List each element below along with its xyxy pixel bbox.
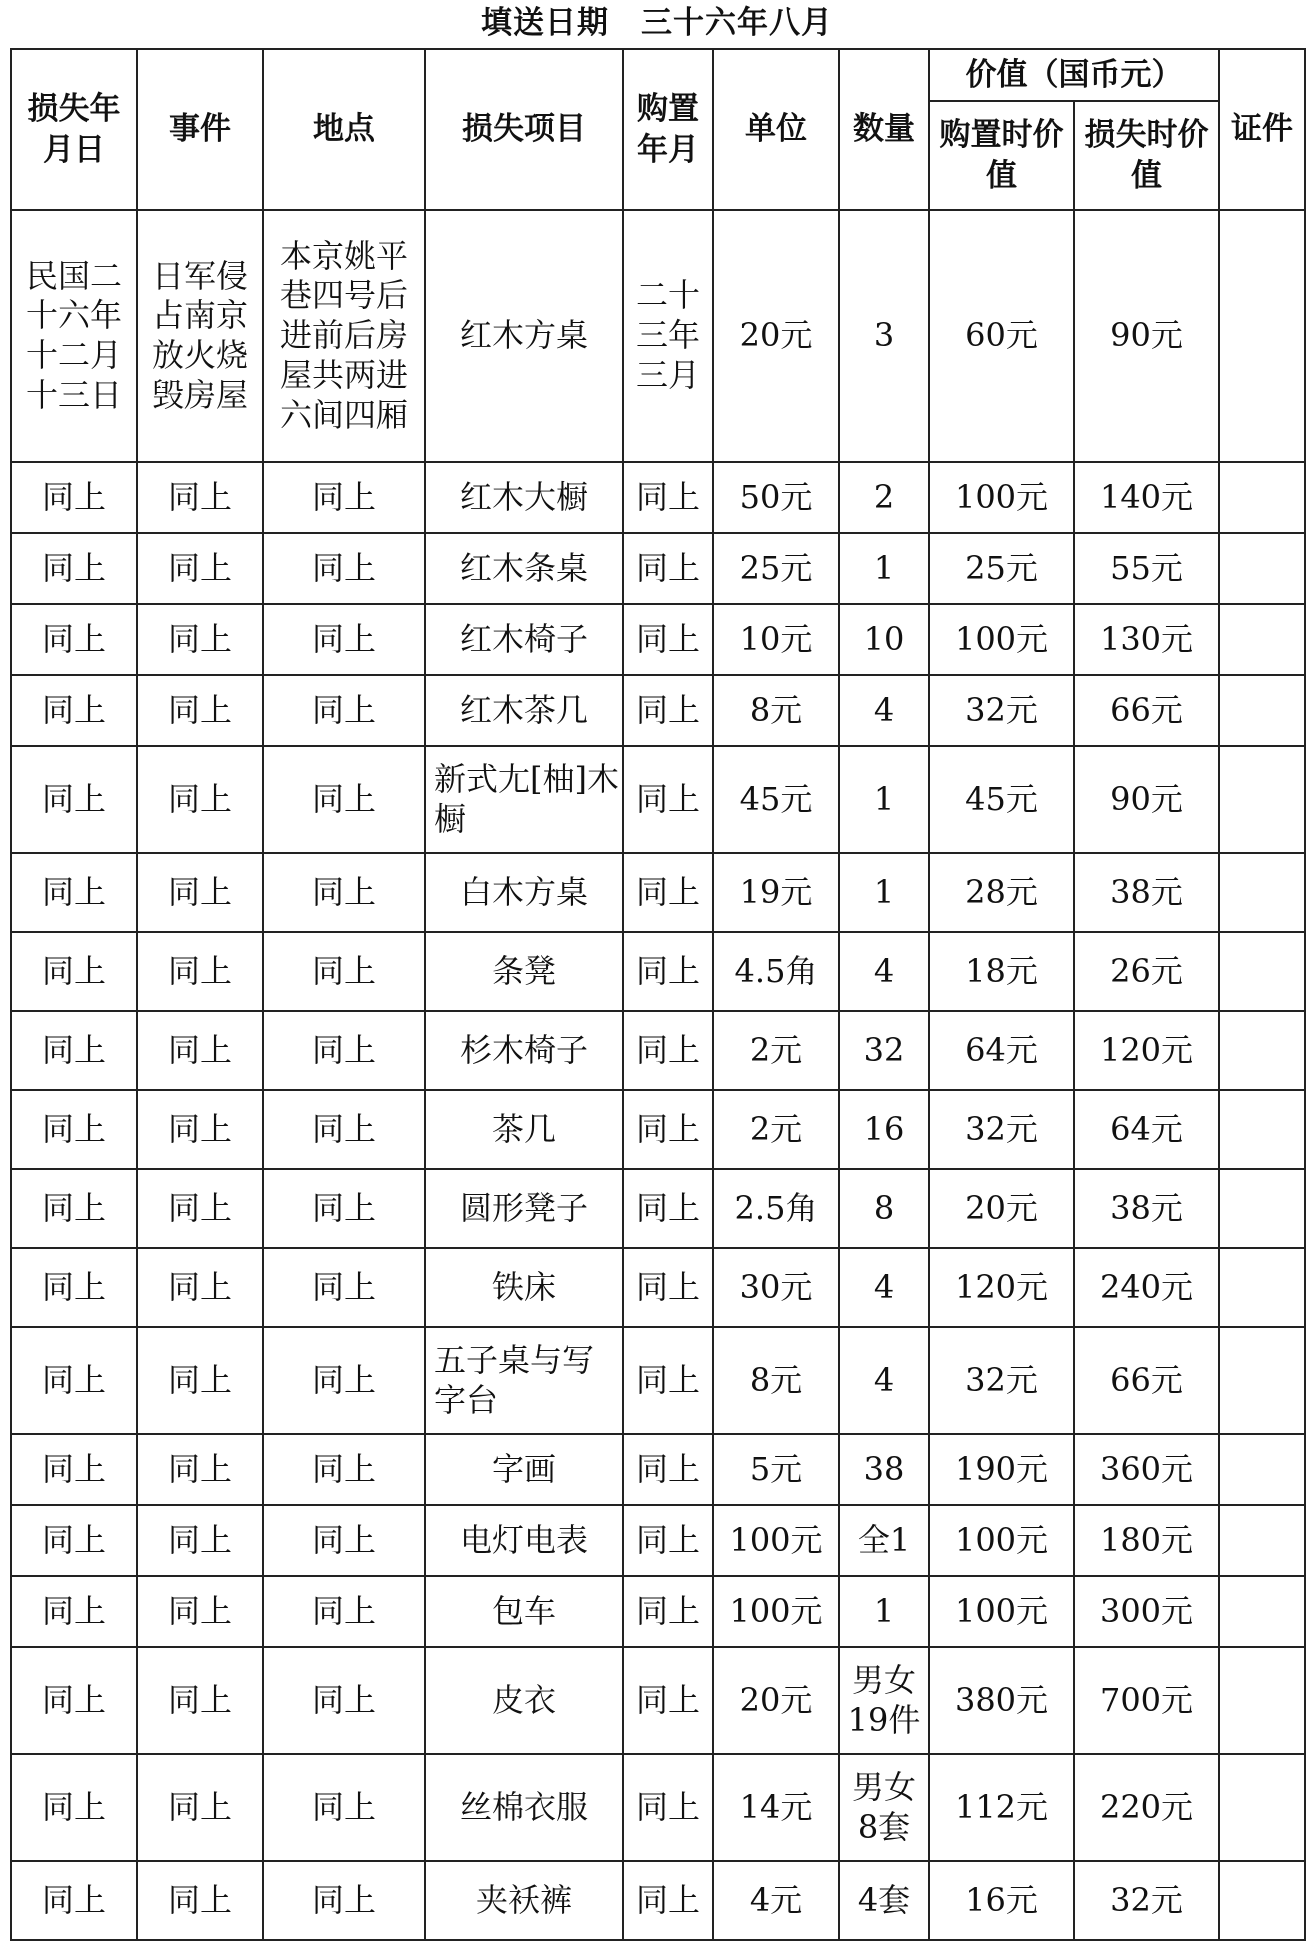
cell-unit: 45元 [713, 746, 839, 853]
cell-date: 同上 [11, 462, 137, 533]
cell-value-loss: 66元 [1074, 1327, 1219, 1434]
cell-item: 五子桌与写字台 [425, 1327, 623, 1434]
cell-event: 同上 [137, 1327, 263, 1434]
cell-value-loss: 360元 [1074, 1434, 1219, 1505]
cell-value-purchase: 100元 [929, 1576, 1074, 1647]
table-row [11, 1011, 1305, 1090]
cell-location: 本京姚平巷四号后进前后房屋共两进六间四厢 [263, 210, 425, 462]
cell-unit: 4.5角 [713, 932, 839, 1011]
cell-location: 同上 [263, 604, 425, 675]
cell-event: 同上 [137, 1090, 263, 1169]
cell-item: 电灯电表 [425, 1505, 623, 1576]
header-certificate: 证件 [1219, 49, 1305, 210]
header-unit: 单位 [713, 49, 839, 210]
cell-value-loss: 55元 [1074, 533, 1219, 604]
cell-unit: 14元 [713, 1754, 839, 1861]
table-row [11, 462, 1305, 533]
cell-date: 同上 [11, 604, 137, 675]
cell-date: 同上 [11, 533, 137, 604]
cell-date: 同上 [11, 1434, 137, 1505]
cell-date: 同上 [11, 746, 137, 853]
cell-event: 同上 [137, 932, 263, 1011]
cell-date: 同上 [11, 1327, 137, 1434]
cell-certificate [1219, 675, 1305, 746]
cell-item: 茶几 [425, 1090, 623, 1169]
cell-purchase: 同上 [623, 746, 713, 853]
table-row [11, 1505, 1305, 1576]
cell-location: 同上 [263, 533, 425, 604]
cell-certificate [1219, 1090, 1305, 1169]
cell-item: 杉木椅子 [425, 1011, 623, 1090]
cell-purchase: 同上 [623, 1090, 713, 1169]
cell-value-purchase: 100元 [929, 604, 1074, 675]
table-row [11, 1861, 1305, 1940]
cell-purchase: 同上 [623, 1754, 713, 1861]
cell-event: 同上 [137, 1754, 263, 1861]
cell-location: 同上 [263, 932, 425, 1011]
table-row [11, 1169, 1305, 1248]
cell-unit: 8元 [713, 1327, 839, 1434]
table-row [11, 1754, 1305, 1861]
cell-certificate [1219, 1011, 1305, 1090]
table-row [11, 853, 1305, 932]
cell-certificate [1219, 853, 1305, 932]
header-row [11, 49, 1305, 101]
cell-qty: 2 [839, 462, 929, 533]
cell-unit: 100元 [713, 1576, 839, 1647]
cell-location: 同上 [263, 675, 425, 746]
cell-event: 同上 [137, 1505, 263, 1576]
cell-location: 同上 [263, 746, 425, 853]
cell-item: 新式尢[柚]木橱 [425, 746, 623, 853]
cell-item: 皮衣 [425, 1647, 623, 1754]
cell-qty: 3 [839, 210, 929, 462]
cell-qty: 16 [839, 1090, 929, 1169]
cell-value-loss: 26元 [1074, 932, 1219, 1011]
table-row [11, 533, 1305, 604]
cell-value-loss: 300元 [1074, 1576, 1219, 1647]
cell-date: 同上 [11, 1754, 137, 1861]
cell-date: 同上 [11, 1505, 137, 1576]
cell-unit: 4元 [713, 1861, 839, 1940]
cell-event: 同上 [137, 1434, 263, 1505]
cell-value-purchase: 32元 [929, 1327, 1074, 1434]
cell-value-loss: 38元 [1074, 1169, 1219, 1248]
cell-value-purchase: 18元 [929, 932, 1074, 1011]
cell-qty: 10 [839, 604, 929, 675]
cell-qty: 4 [839, 675, 929, 746]
cell-purchase: 二十三年三月 [623, 210, 713, 462]
cell-value-loss: 38元 [1074, 853, 1219, 932]
cell-location: 同上 [263, 1576, 425, 1647]
cell-purchase: 同上 [623, 853, 713, 932]
cell-purchase: 同上 [623, 462, 713, 533]
cell-event: 同上 [137, 1647, 263, 1754]
cell-certificate [1219, 1434, 1305, 1505]
cell-purchase: 同上 [623, 533, 713, 604]
cell-value-loss: 220元 [1074, 1754, 1219, 1861]
cell-date: 同上 [11, 853, 137, 932]
table-row [11, 932, 1305, 1011]
loss-table [10, 48, 1306, 1941]
cell-value-purchase: 32元 [929, 675, 1074, 746]
cell-location: 同上 [263, 1327, 425, 1434]
header-value-loss: 损失时价值 [1074, 101, 1219, 210]
cell-location: 同上 [263, 1011, 425, 1090]
cell-unit: 100元 [713, 1505, 839, 1576]
cell-date: 同上 [11, 1248, 137, 1327]
cell-certificate [1219, 1861, 1305, 1940]
cell-unit: 20元 [713, 210, 839, 462]
cell-value-loss: 120元 [1074, 1011, 1219, 1090]
table-row [11, 1434, 1305, 1505]
cell-certificate [1219, 1647, 1305, 1754]
cell-location: 同上 [263, 1505, 425, 1576]
cell-unit: 2元 [713, 1090, 839, 1169]
cell-date: 同上 [11, 675, 137, 746]
table-row [11, 1647, 1305, 1754]
cell-unit: 10元 [713, 604, 839, 675]
cell-value-purchase: 100元 [929, 462, 1074, 533]
cell-purchase: 同上 [623, 1861, 713, 1940]
cell-certificate [1219, 210, 1305, 462]
cell-event: 同上 [137, 1011, 263, 1090]
cell-qty: 男女19件 [839, 1647, 929, 1754]
cell-value-purchase: 45元 [929, 746, 1074, 853]
header-event: 事件 [137, 49, 263, 210]
cell-event: 同上 [137, 533, 263, 604]
cell-event: 同上 [137, 1861, 263, 1940]
cell-unit: 2.5角 [713, 1169, 839, 1248]
cell-purchase: 同上 [623, 1647, 713, 1754]
cell-event: 同上 [137, 746, 263, 853]
table-row [11, 746, 1305, 853]
cell-location: 同上 [263, 1434, 425, 1505]
cell-item: 红木方桌 [425, 210, 623, 462]
cell-qty: 32 [839, 1011, 929, 1090]
cell-qty: 1 [839, 853, 929, 932]
cell-certificate [1219, 1576, 1305, 1647]
cell-value-purchase: 28元 [929, 853, 1074, 932]
cell-value-loss: 90元 [1074, 746, 1219, 853]
cell-location: 同上 [263, 853, 425, 932]
cell-certificate [1219, 533, 1305, 604]
table-row [11, 1327, 1305, 1434]
cell-date: 同上 [11, 1011, 137, 1090]
cell-event: 日军侵占南京放火烧毁房屋 [137, 210, 263, 462]
cell-certificate [1219, 462, 1305, 533]
cell-event: 同上 [137, 1576, 263, 1647]
cell-purchase: 同上 [623, 1327, 713, 1434]
cell-value-loss: 700元 [1074, 1647, 1219, 1754]
cell-value-purchase: 16元 [929, 1861, 1074, 1940]
cell-purchase: 同上 [623, 932, 713, 1011]
header-value-purchase: 购置时价值 [929, 101, 1074, 210]
cell-purchase: 同上 [623, 1576, 713, 1647]
cell-certificate [1219, 932, 1305, 1011]
cell-value-loss: 32元 [1074, 1861, 1219, 1940]
cell-qty: 全1 [839, 1505, 929, 1576]
cell-date: 同上 [11, 932, 137, 1011]
table-row [11, 1576, 1305, 1647]
cell-qty: 1 [839, 533, 929, 604]
cell-location: 同上 [263, 1861, 425, 1940]
cell-value-loss: 240元 [1074, 1248, 1219, 1327]
header-item: 损失项目 [425, 49, 623, 210]
cell-purchase: 同上 [623, 1011, 713, 1090]
cell-item: 包车 [425, 1576, 623, 1647]
header-value-group: 价值（国币元） [929, 49, 1219, 101]
cell-value-loss: 180元 [1074, 1505, 1219, 1576]
header-location: 地点 [263, 49, 425, 210]
cell-date: 同上 [11, 1090, 137, 1169]
cell-item: 铁床 [425, 1248, 623, 1327]
cell-date: 民国二十六年十二月十三日 [11, 210, 137, 462]
cell-qty: 38 [839, 1434, 929, 1505]
cell-certificate [1219, 1505, 1305, 1576]
cell-location: 同上 [263, 1647, 425, 1754]
cell-qty: 1 [839, 1576, 929, 1647]
cell-unit: 30元 [713, 1248, 839, 1327]
cell-event: 同上 [137, 1169, 263, 1248]
cell-unit: 2元 [713, 1011, 839, 1090]
cell-location: 同上 [263, 462, 425, 533]
cell-event: 同上 [137, 462, 263, 533]
cell-certificate [1219, 1248, 1305, 1327]
cell-event: 同上 [137, 853, 263, 932]
cell-date: 同上 [11, 1647, 137, 1754]
cell-item: 红木大橱 [425, 462, 623, 533]
table-row [11, 1248, 1305, 1327]
cell-value-loss: 66元 [1074, 675, 1219, 746]
cell-unit: 25元 [713, 533, 839, 604]
cell-item: 圆形凳子 [425, 1169, 623, 1248]
cell-value-purchase: 60元 [929, 210, 1074, 462]
cell-item: 红木茶几 [425, 675, 623, 746]
cell-certificate [1219, 746, 1305, 853]
cell-date: 同上 [11, 1861, 137, 1940]
cell-value-loss: 90元 [1074, 210, 1219, 462]
cell-qty: 4套 [839, 1861, 929, 1940]
cell-value-purchase: 380元 [929, 1647, 1074, 1754]
cell-qty: 4 [839, 1248, 929, 1327]
cell-item: 字画 [425, 1434, 623, 1505]
table-row [11, 1090, 1305, 1169]
cell-date: 同上 [11, 1576, 137, 1647]
cell-qty: 男女8套 [839, 1754, 929, 1861]
cell-value-purchase: 120元 [929, 1248, 1074, 1327]
cell-value-purchase: 25元 [929, 533, 1074, 604]
cell-item: 白木方桌 [425, 853, 623, 932]
cell-item: 丝棉衣服 [425, 1754, 623, 1861]
cell-purchase: 同上 [623, 675, 713, 746]
cell-qty: 8 [839, 1169, 929, 1248]
cell-event: 同上 [137, 1248, 263, 1327]
table-row [11, 604, 1305, 675]
cell-purchase: 同上 [623, 1434, 713, 1505]
cell-purchase: 同上 [623, 604, 713, 675]
cell-unit: 50元 [713, 462, 839, 533]
cell-location: 同上 [263, 1248, 425, 1327]
table-row [11, 210, 1305, 462]
cell-purchase: 同上 [623, 1505, 713, 1576]
page-title: 填送日期 三十六年八月 [481, 5, 833, 41]
header-purchase-date: 购置年月 [623, 49, 713, 210]
cell-value-purchase: 32元 [929, 1090, 1074, 1169]
cell-location: 同上 [263, 1754, 425, 1861]
cell-unit: 5元 [713, 1434, 839, 1505]
cell-unit: 19元 [713, 853, 839, 932]
cell-value-purchase: 20元 [929, 1169, 1074, 1248]
cell-value-purchase: 112元 [929, 1754, 1074, 1861]
cell-item: 条凳 [425, 932, 623, 1011]
cell-event: 同上 [137, 675, 263, 746]
cell-location: 同上 [263, 1169, 425, 1248]
cell-certificate [1219, 1327, 1305, 1434]
cell-event: 同上 [137, 604, 263, 675]
cell-location: 同上 [263, 1090, 425, 1169]
table-body [11, 210, 1305, 1940]
cell-value-loss: 140元 [1074, 462, 1219, 533]
header-loss-date: 损失年月日 [11, 49, 137, 210]
cell-item: 红木条桌 [425, 533, 623, 604]
cell-unit: 20元 [713, 1647, 839, 1754]
cell-qty: 4 [839, 1327, 929, 1434]
cell-value-loss: 64元 [1074, 1090, 1219, 1169]
cell-value-purchase: 100元 [929, 1505, 1074, 1576]
cell-purchase: 同上 [623, 1248, 713, 1327]
cell-certificate [1219, 1169, 1305, 1248]
cell-purchase: 同上 [623, 1169, 713, 1248]
cell-qty: 1 [839, 746, 929, 853]
cell-value-loss: 130元 [1074, 604, 1219, 675]
cell-item: 红木椅子 [425, 604, 623, 675]
cell-value-purchase: 64元 [929, 1011, 1074, 1090]
cell-date: 同上 [11, 1169, 137, 1248]
header-quantity: 数量 [839, 49, 929, 210]
cell-unit: 8元 [713, 675, 839, 746]
cell-value-purchase: 190元 [929, 1434, 1074, 1505]
cell-certificate [1219, 604, 1305, 675]
cell-qty: 4 [839, 932, 929, 1011]
cell-certificate [1219, 1754, 1305, 1861]
table-row [11, 675, 1305, 746]
cell-item: 夹袄裤 [425, 1861, 623, 1940]
